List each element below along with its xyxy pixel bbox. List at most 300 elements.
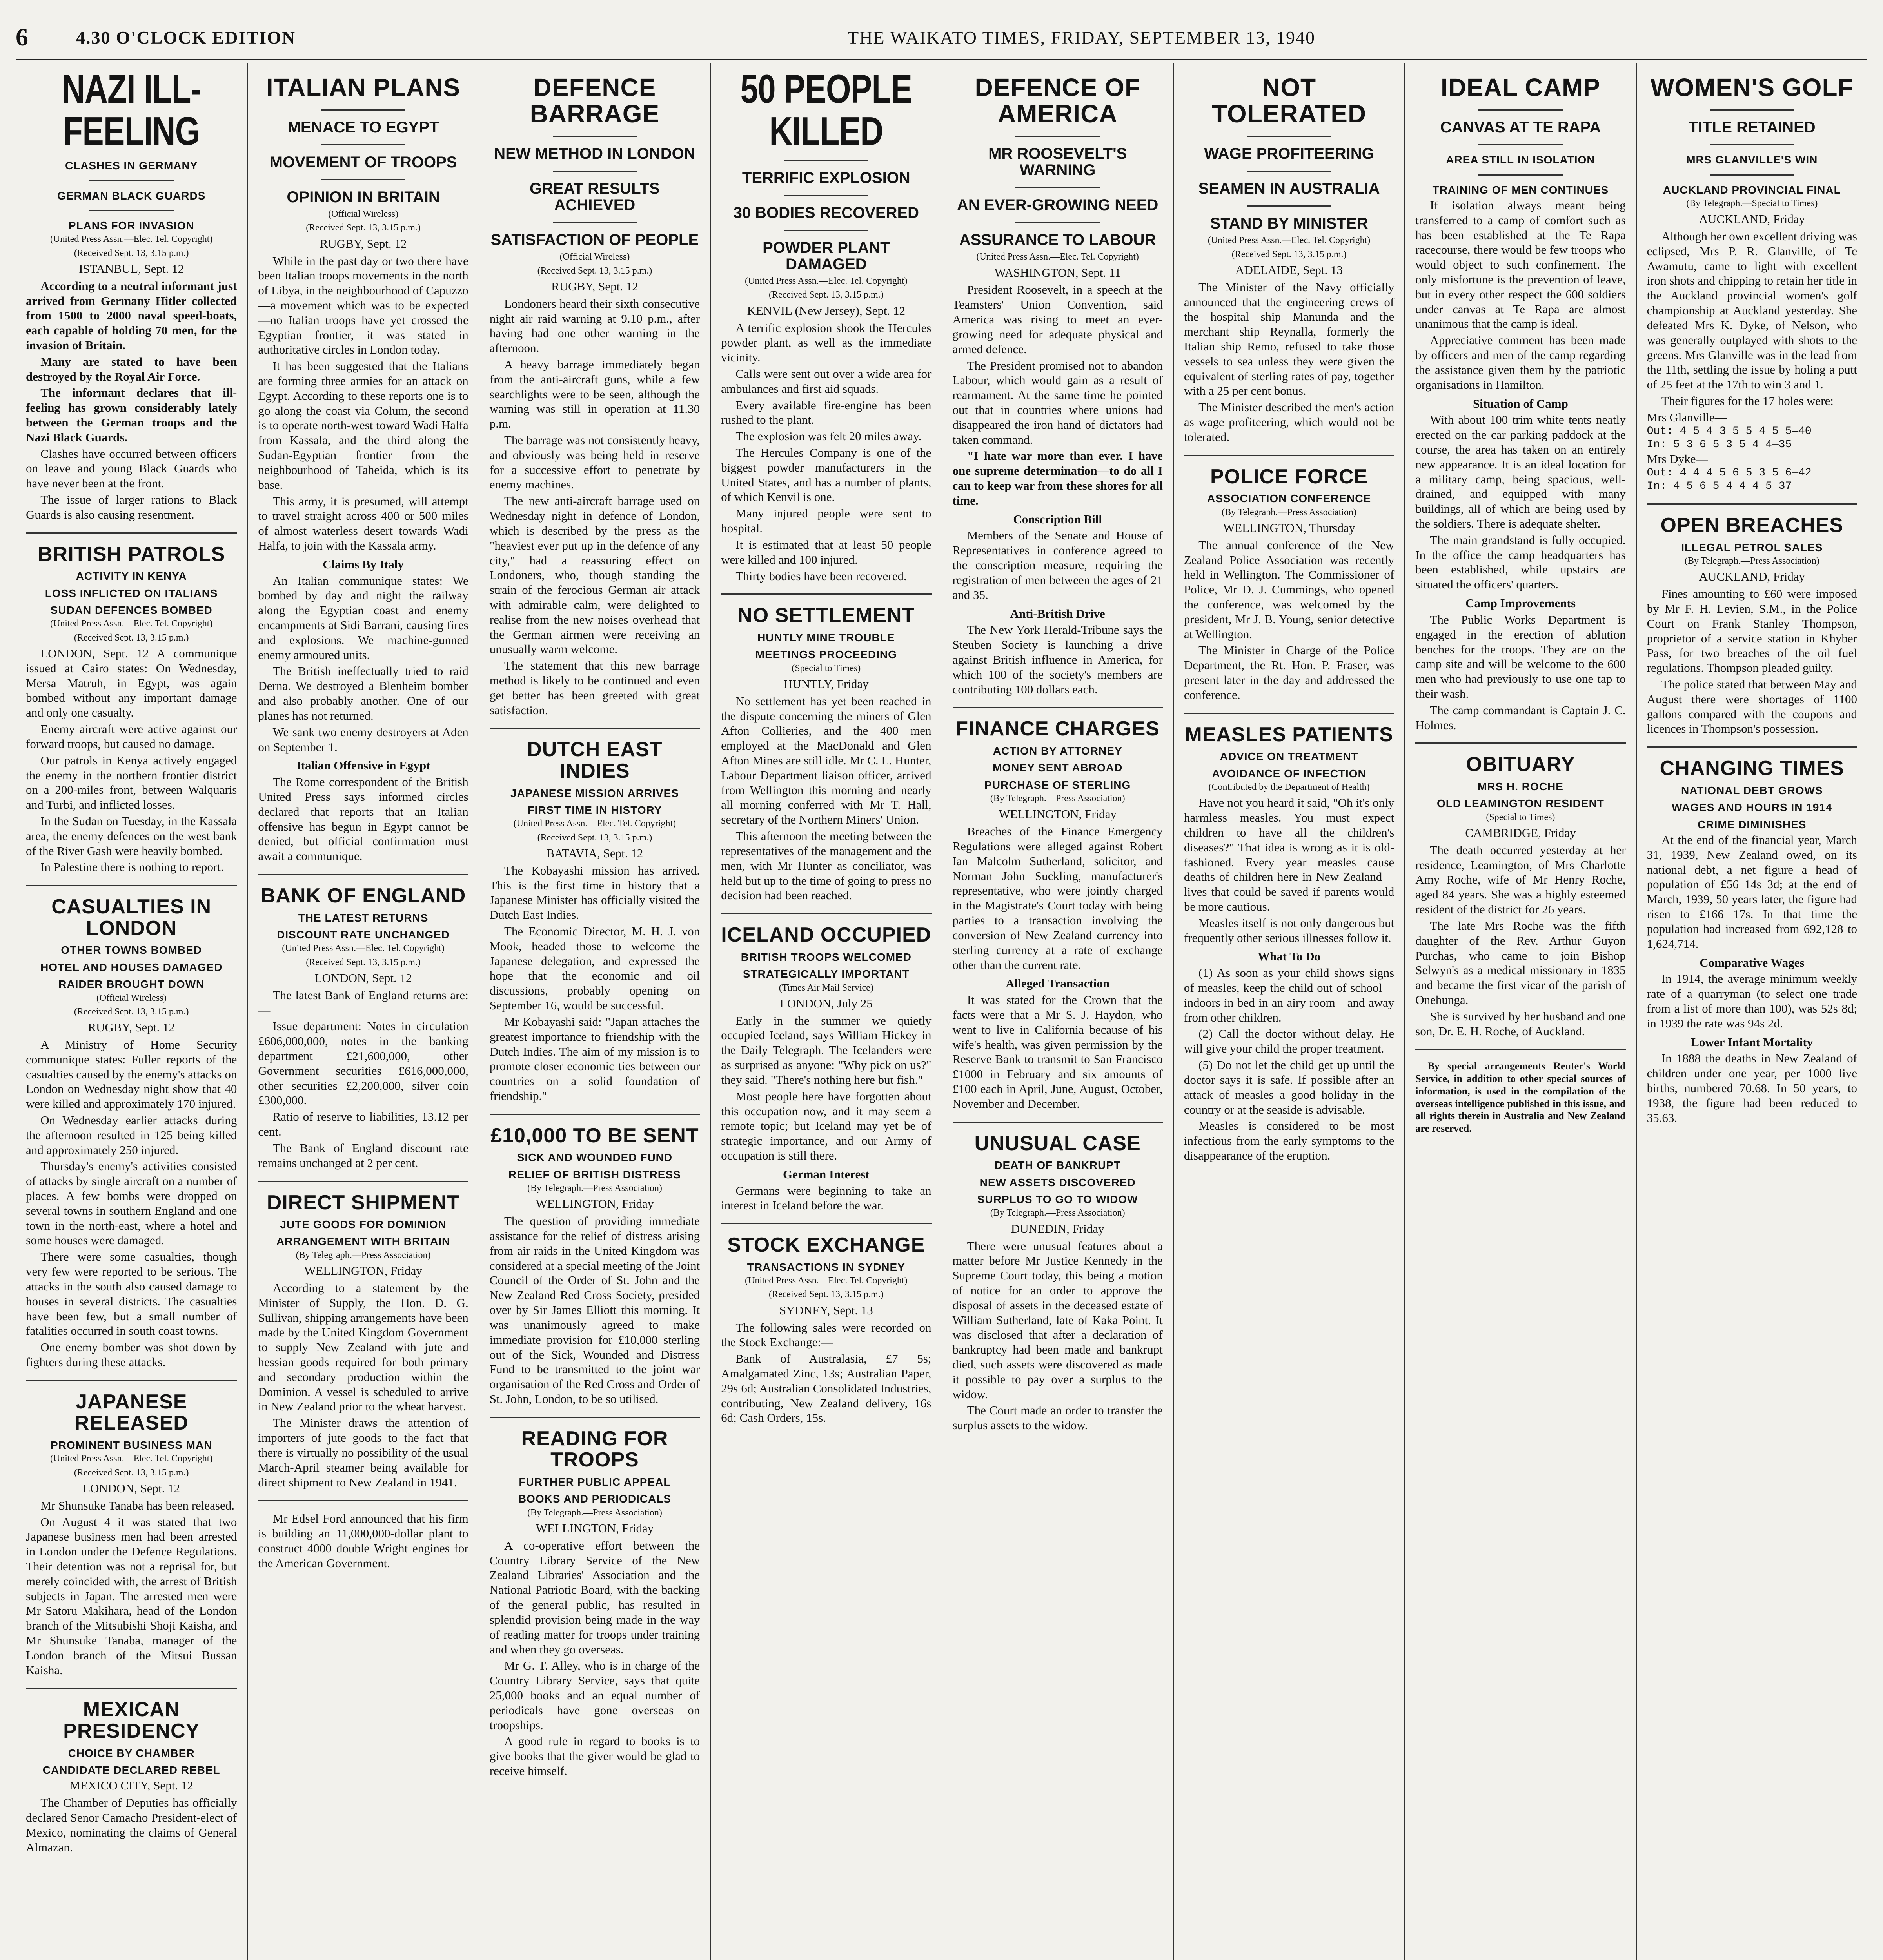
deck: GREAT RESULTS ACHIEVED bbox=[530, 180, 660, 214]
column-7 bbox=[1404, 63, 1636, 1960]
divider bbox=[490, 1417, 700, 1418]
article-paragraph: Many are stated to have been destroyed by the Royal Air Force. bbox=[26, 354, 237, 383]
article-paragraph: With about 100 trim white tents neatly erected on the car parking paddock at the course, the area has taken on an entirely new appearance. It is an ideal location for a military camp, being spacious, well-drained, and equipped with many buildings, all of which are being used by the soldiers. There is adequate shelter. bbox=[1415, 413, 1626, 531]
received-line: (Received Sept. 13, 3.15 p.m.) bbox=[74, 632, 189, 643]
divider bbox=[490, 1114, 700, 1115]
column-6 bbox=[1173, 63, 1404, 1960]
article-paragraph: Ratio of reserve to liabilities, 13.12 per cent. bbox=[258, 1110, 468, 1139]
dateline: WELLINGTON, Thursday bbox=[1223, 521, 1355, 535]
divider bbox=[1710, 144, 1794, 145]
article-paragraph: Clashes have occurred between officers on leave and young Black Guards who have never been at the front. bbox=[26, 446, 237, 490]
score-line: Out: 4 5 4 3 5 5 4 5 5—40 bbox=[1647, 425, 1812, 437]
dateline: AUCKLAND, Friday bbox=[1699, 212, 1805, 226]
headline-stock-exchange: STOCK EXCHANGE bbox=[727, 1234, 925, 1257]
headline-ideal-camp: IDEAL CAMP bbox=[1440, 73, 1600, 102]
credit-line: (United Press Assn.—Elec. Tel. Copyright) bbox=[50, 1454, 213, 1464]
headline-defence-barrage: DEFENCE BARRAGE bbox=[530, 73, 660, 128]
divider bbox=[1710, 109, 1794, 111]
score-line: Out: 4 4 4 5 6 5 3 5 6—42 bbox=[1647, 466, 1812, 479]
article-paragraph: The Chamber of Deputies has officially declared Senor Camacho President-elect of Mexico, nominating the claims of General Almazan. bbox=[26, 1796, 237, 1854]
score-line: In: 4 5 6 5 4 4 4 5—37 bbox=[1647, 480, 1792, 492]
credit-line: (By Telegraph.—Special to Times) bbox=[1686, 198, 1818, 209]
article-paragraph: Our patrols in Kenya actively engaged the enemy in the northern frontier district on a 200-miles front, between Walquaris and Turbi, and inflicted losses. bbox=[26, 753, 237, 812]
headline-mexican-presidency: MEXICAN PRESIDENCY bbox=[63, 1698, 200, 1743]
article-paragraph: An Italian communique states: We bombed by day and night the railway along the Egyptian coast and enemy encampments at Sidi Barrani, causing fires and explosions. We machine-gunned enemy armoured units. bbox=[258, 573, 468, 662]
deck: FIRST TIME IN HISTORY bbox=[527, 804, 662, 817]
deck: BOOKS AND PERIODICALS bbox=[518, 1493, 672, 1505]
credit-line: (United Press Assn.—Elec. Tel. Copyright) bbox=[745, 276, 908, 287]
subheading: Claims By Italy bbox=[323, 557, 404, 571]
deck: SURPLUS TO GO TO WIDOW bbox=[977, 1193, 1138, 1206]
divider bbox=[784, 230, 868, 231]
article-paragraph: President Roosevelt, in a speech at the Teamsters' Union Convention, said America was rising to meet an ever-growing need for adequate physical and armed defence. bbox=[952, 283, 1163, 356]
deck: RAIDER BROUGHT DOWN bbox=[58, 978, 205, 991]
divider bbox=[553, 171, 637, 172]
divider bbox=[953, 707, 1163, 708]
article-paragraph: The barrage was not consistently heavy, and obviously was being held in reserve for a successive effort to penetrate by enemy machines. bbox=[489, 433, 700, 492]
headline-finance-charges: FINANCE CHARGES bbox=[955, 717, 1160, 740]
divider bbox=[1015, 187, 1100, 188]
deck: OLD LEAMINGTON RESIDENT bbox=[1436, 797, 1604, 810]
credit-line: (Special to Times) bbox=[1486, 812, 1555, 822]
dateline: CAMBRIDGE, Friday bbox=[1465, 826, 1576, 840]
dateline: RUGBY, Sept. 12 bbox=[320, 236, 407, 250]
article-paragraph: Enemy aircraft were active against our forward troops, but caused no damage. bbox=[26, 722, 237, 751]
article-paragraph: She is survived by her husband and one son, Dr. E. H. Roche, of Auckland. bbox=[1415, 1009, 1626, 1038]
credit-line: (By Telegraph.—Press Association) bbox=[990, 1208, 1125, 1218]
divider bbox=[1015, 136, 1100, 137]
divider bbox=[1478, 144, 1563, 145]
divider bbox=[321, 179, 405, 180]
deck: TITLE RETAINED bbox=[1688, 119, 1816, 136]
deck: STAND BY MINISTER bbox=[1210, 215, 1368, 232]
score-name: Mrs Dyke— bbox=[1647, 452, 1708, 466]
deck: AVOIDANCE OF INFECTION bbox=[1212, 767, 1366, 780]
column-4 bbox=[710, 63, 941, 1960]
subheading: What To Do bbox=[1257, 949, 1321, 964]
deck: OPINION IN BRITAIN bbox=[287, 189, 440, 206]
deck: THE LATEST RETURNS bbox=[298, 911, 429, 924]
article-paragraph: Mr G. T. Alley, who is in charge of the Country Library Service, says that quite 25,000 books and an equal number of periodicals have gone overseas on troopships. bbox=[489, 1659, 700, 1732]
divider bbox=[721, 593, 931, 595]
dateline: WELLINGTON, Friday bbox=[304, 1264, 422, 1278]
article-paragraph: Londoners heard their sixth consecutive night air raid warning at 9.10 p.m., after having had one other warning in the afternoon. bbox=[489, 296, 700, 355]
credit-line: (By Telegraph.—Press Association) bbox=[990, 793, 1125, 804]
article-paragraph: On August 4 it was stated that two Japanese business men had been arrested in London under the Defence Regulations. Their detention was not a reprisal for, but merely coincided with, the arrest of British subjects in Japan. The arrested men were Mr Satoru Makihara, head of the London branch of the Mitsubishi Shoji Kaisha, and Mr Shunsuke Tanaba, manager of the London branch of the Mitsui Bussan Kaisha. bbox=[26, 1515, 237, 1677]
article-paragraph: Appreciative comment has been made by officers and men of the camp regarding the assistance given them by the patriotic organisations in Hamilton. bbox=[1415, 333, 1626, 392]
article-paragraph: The Kobayashi mission has arrived. This is the first time in history that a Japanese Minister has officially visited the Dutch East Indies. bbox=[489, 863, 700, 922]
divider bbox=[258, 874, 468, 875]
dateline: MEXICO CITY, Sept. 12 bbox=[69, 1779, 193, 1793]
headline-dutch-east-indies: DUTCH EAST INDIES bbox=[527, 738, 663, 783]
divider bbox=[26, 1688, 237, 1689]
headline-direct-shipment: DIRECT SHIPMENT bbox=[267, 1191, 460, 1214]
headline-womens-golf: WOMEN'S GOLF bbox=[1650, 73, 1854, 102]
article-paragraph: Thursday's enemy's activities consisted of attacks by single aircraft on a number of places. A few bombs were dropped on several towns in southern England and one town in the north-east, where a hotel and some houses were damaged. bbox=[26, 1159, 237, 1247]
headline-open-breaches: OPEN BREACHES bbox=[1660, 514, 1844, 537]
deck: MR ROOSEVELT'S WARNING bbox=[988, 145, 1127, 179]
credit-line: (United Press Assn.—Elec. Tel. Copyright) bbox=[513, 818, 676, 829]
deck: FURTHER PUBLIC APPEAL bbox=[519, 1475, 671, 1488]
deck: MONEY SENT ABROAD bbox=[993, 762, 1123, 774]
deck: CHOICE BY CHAMBER bbox=[68, 1747, 195, 1759]
dateline: DUNEDIN, Friday bbox=[1011, 1221, 1104, 1236]
subheading: Camp Improvements bbox=[1465, 596, 1576, 610]
divider bbox=[1247, 136, 1331, 137]
article-paragraph: Mr Edsel Ford announced that his firm is building an 11,000,000-dollar plant to construct 4000 double Wright engines for the American Government. bbox=[258, 1512, 468, 1570]
article-paragraph: Measles itself is not only dangerous but frequently other serious illnesses follow it. bbox=[1184, 916, 1395, 945]
article-paragraph: (5) Do not let the child get up until the doctor says it is safe. If possible after an attack of measles a good holiday in the country or at the seaside is advisable. bbox=[1184, 1058, 1395, 1116]
divider bbox=[258, 1500, 468, 1501]
subheading: German Interest bbox=[783, 1167, 870, 1181]
article-paragraph: The following sales were recorded on the Stock Exchange:— bbox=[721, 1320, 932, 1349]
divider bbox=[1478, 109, 1563, 111]
divider bbox=[258, 1181, 468, 1182]
divider bbox=[1710, 174, 1794, 176]
headline-nazi-ill-feeling: NAZI ILL-FEELING bbox=[62, 67, 201, 154]
deck: SEAMEN IN AUSTRALIA bbox=[1198, 180, 1380, 198]
divider bbox=[321, 144, 405, 145]
article-paragraph: If isolation always meant being transferred to a camp of comfort such as has been established at the Te Rapa racecourse, there would be few troops who would object to such confinement. The only misfortune is the prevention of leave, but in every other respect the 600 soldiers under canvas at Te Rapa are almost unanimous that the camp is ideal. bbox=[1415, 198, 1626, 331]
article-paragraph: One enemy bomber was shot down by fighters during these attacks. bbox=[26, 1340, 237, 1369]
headline-japanese-released: JAPANESE RELEASED bbox=[74, 1390, 189, 1435]
subheading: Alleged Transaction bbox=[1006, 976, 1110, 991]
article-paragraph: Every available fire-engine has been rushed to the plant. bbox=[721, 398, 932, 427]
divider bbox=[1184, 455, 1394, 456]
subheading: Situation of Camp bbox=[1473, 396, 1568, 410]
article-paragraph: Have not you heard it said, "Oh it's only harmless measles. You must expect children to have all the children's diseases?" That idea is wrong as it is old-fashioned. Every year measles cause deaths of children here in New Zealand—lives that could be saved if parents would be more cautious. bbox=[1184, 796, 1395, 913]
headline-not-tolerated: NOT TOLERATED bbox=[1211, 73, 1367, 128]
received-line: (Received Sept. 13, 3.15 p.m.) bbox=[537, 832, 652, 843]
deck: OTHER TOWNS BOMBED bbox=[61, 944, 202, 956]
article-paragraph: The main grandstand is fully occupied. In the office the camp headquarters has been established, while upstairs are situated the officers' quarters. bbox=[1415, 533, 1626, 592]
deck: STRATEGICALLY IMPORTANT bbox=[743, 968, 910, 980]
subheading: Italian Offensive in Egypt bbox=[296, 759, 430, 773]
dateline: RUGBY, Sept. 12 bbox=[551, 279, 638, 293]
article-paragraph: At the end of the financial year, March 31, 1939, New Zealand owed, on its national debt, a net figure a head of population of £56 14s 3d; at the end of March, 1939, 50 years later, the figure had risen to £166 17s. In that time the population had increased from 692,128 to 1,624,714. bbox=[1647, 833, 1857, 951]
article-paragraph: A terrific explosion shook the Hercules powder plant, as well as the immediate vicinity. bbox=[721, 321, 932, 365]
credit-line: (Official Wireless) bbox=[328, 209, 398, 220]
divider bbox=[1478, 174, 1563, 176]
article-paragraph: Early in the summer we quietly occupied Iceland, says William Hickey in the Daily Telegraph. The Icelanders were as surprised as anyone: "Why pick on us?" they said. "There's nothing here but fish." bbox=[721, 1013, 932, 1087]
deck: WAGES AND HOURS IN 1914 bbox=[1672, 801, 1832, 814]
credit-line: (United Press Assn.—Elec. Tel. Copyright) bbox=[50, 234, 213, 245]
article-paragraph: In 1914, the average minimum weekly rate of a quarryman (to select one trade from a list of more than 100), was 52s 8d; in 1939 the rate was 94s 2d. bbox=[1647, 972, 1857, 1030]
footnote: By special arrangements Reuter's World Service, in addition to other special sources of information, is used in the compilation of the overseas intelligence published in this issue, and all rights therein in Australia and New Zealand are reserved. bbox=[1415, 1060, 1626, 1134]
article-paragraph: This army, it is presumed, will attempt to travel straight across 400 or 500 miles of almost waterless desert towards Wadi Halfa, to join with the Kassala army. bbox=[258, 494, 468, 552]
subheading: Comparative Wages bbox=[1700, 955, 1805, 969]
credit-line: (Special to Times) bbox=[792, 663, 861, 673]
deck: ASSOCIATION CONFERENCE bbox=[1207, 492, 1371, 505]
received-line: (Received Sept. 13, 3.15 p.m.) bbox=[74, 1467, 189, 1478]
article-paragraph: Measles is considered to be most infectious from the early symptoms to the disappearance of the eruption. bbox=[1184, 1119, 1395, 1162]
column-8 bbox=[1636, 63, 1867, 1960]
credit-line: (By Telegraph.—Press Association) bbox=[527, 1507, 662, 1518]
deck: TRANSACTIONS IN SYDNEY bbox=[747, 1261, 905, 1273]
column-1 bbox=[16, 63, 247, 1960]
headline-ten-thousand-to-be-sent: £10,000 TO BE SENT bbox=[490, 1124, 699, 1147]
subheading: Anti-British Drive bbox=[1010, 606, 1105, 621]
dateline: SYDNEY, Sept. 13 bbox=[779, 1303, 873, 1317]
dateline: BATAVIA, Sept. 12 bbox=[546, 846, 643, 860]
article-paragraph: The Bank of England discount rate remains unchanged at 2 per cent. bbox=[258, 1141, 468, 1170]
dateline: WELLINGTON, Friday bbox=[536, 1521, 654, 1535]
received-line: (Received Sept. 13, 3.15 p.m.) bbox=[537, 265, 652, 276]
article-paragraph: Mr Kobayashi said: "Japan attaches the greatest importance to friendship with the Dutch Indies. The aim of my mission is to promote closer economic ties between our countries on a solid foundation of friendship." bbox=[489, 1014, 700, 1103]
article-paragraph: This afternoon the meeting between the representatives of the management and the men, with Mr Hunter as conciliator, was held but up to the time of going to press no decision had been reached. bbox=[721, 829, 932, 902]
headline-casualties-in-london: CASUALTIES IN LONDON bbox=[51, 895, 212, 940]
score-line: In: 5 3 6 5 3 5 4 4—35 bbox=[1647, 438, 1792, 451]
deck: CRIME DIMINISHES bbox=[1698, 818, 1807, 831]
headline-italian-plans: ITALIAN PLANS bbox=[266, 73, 461, 102]
article-paragraph: Although her own excellent driving was eclipsed, Mrs P. R. Glanville, of Te Awamutu, came to light with excellent iron shots and chipping to retain her title in the Auckland provincial women's golf championship at Auckland yesterday. She defeated Mrs K. Dyke, of Nelson, who was generally outplayed with shots to the greens. Mrs Glanville was in the lead from the 11th, settling the issue by holing a putt of 25 feet at the 17th to win 3 and 1. bbox=[1647, 229, 1857, 392]
divider bbox=[1415, 1049, 1625, 1050]
received-line: (Received Sept. 13, 3.15 p.m.) bbox=[74, 248, 189, 258]
article-paragraph: According to a statement by the Minister of Supply, the Hon. D. G. Sullivan, shipping arrangements have been made by the United Kingdom Government to supply New Zealand with jute and hessian goods required for both primary and secondary production within the Dominion. A vessel is scheduled to arrive in New Zealand prior to the wheat harvest. bbox=[258, 1281, 468, 1414]
divider bbox=[1184, 713, 1394, 714]
newspaper-dateline: THE WAIKATO TIMES, FRIDAY, SEPTEMBER 13, 1940 bbox=[848, 27, 1315, 47]
credit-line: (United Press Assn.—Elec. Tel. Copyright) bbox=[282, 943, 445, 954]
article-paragraph: A co-operative effort between the Country Library Service of the New Zealand Libraries' Association and the National Patriotic Board, with the backing of the general public, has resulted in splendid provision being made in the way of reading matter for troops under training and when they go overseas. bbox=[489, 1538, 700, 1656]
article-paragraph: On Wednesday earlier attacks during the afternoon resulted in 125 being killed and approximately 250 injured. bbox=[26, 1113, 237, 1157]
columns bbox=[16, 63, 1867, 1960]
article-paragraph: The latest Bank of England returns are:— bbox=[258, 988, 468, 1017]
divider bbox=[1647, 746, 1857, 748]
dateline: AUCKLAND, Friday bbox=[1699, 570, 1805, 584]
article-paragraph: It has been suggested that the Italians are forming three armies for an attack on Egypt. According to these reports one is to go along the coast via Colum, the second is to operate north-west toward Wadi Halfa from Kassala, and the third along the Sudan-Egyptian frontier from the neighbourhood of Taheida, which is its base. bbox=[258, 359, 468, 492]
dateline: RUGBY, Sept. 12 bbox=[88, 1020, 175, 1034]
article-paragraph: Thirty bodies have been recovered. bbox=[735, 569, 907, 583]
deck: GERMAN BLACK GUARDS bbox=[57, 189, 206, 202]
credit-line: (United Press Assn.—Elec. Tel. Copyright) bbox=[50, 619, 213, 629]
credit-line: (By Telegraph.—Press Association) bbox=[1222, 507, 1356, 517]
article-paragraph: The President promised not to abandon Labour, which would gain as a result of rearmament. At the same time he pointed out that in countries where unions had disappeared the iron hand of dictators had taken command. bbox=[952, 358, 1163, 446]
article-paragraph: The annual conference of the New Zealand Police Association was recently held in Wellington. The Commissioner of Police, Mr D. J. Cummings, who opened the conference, was welcomed by the president, Mr J. B. Young, senior detective at Wellington. bbox=[1184, 538, 1395, 641]
article-paragraph: The police stated that between May and August there were shortages of 1100 gallons compared with the coupons and licences in Thompson's possession. bbox=[1647, 677, 1857, 736]
credit-line: (United Press Assn.—Elec. Tel. Copyright) bbox=[976, 252, 1139, 262]
credit-line: (Contributed by the Department of Health) bbox=[1208, 782, 1370, 793]
deck: DEATH OF BANKRUPT bbox=[994, 1159, 1121, 1172]
received-line: (Received Sept. 13, 3.15 p.m.) bbox=[306, 223, 421, 233]
divider bbox=[89, 180, 174, 181]
article-paragraph: The statement that this new barrage method is likely to be continued and even get better has been greeted with great satisfaction. bbox=[489, 659, 700, 717]
article-paragraph: The Minister draws the attention of importers of jute goods to the fact that there is virtually no possibility of the usual March-April steamer being available for direct shipment to New Zealand in 1941. bbox=[258, 1416, 468, 1489]
article-paragraph: Fines amounting to £60 were imposed by Mr F. H. Levien, S.M., in the Police Court on Frank Stanley Thompson, proprietor of a service station in Khyber Pass, for two breaches of the oil fuel regulations. Thompson pleaded guilty. bbox=[1647, 587, 1857, 675]
divider bbox=[721, 913, 931, 914]
dateline: KENVIL (New Jersey), Sept. 12 bbox=[747, 303, 906, 318]
divider bbox=[1647, 503, 1857, 505]
article-paragraph: The New York Herald-Tribune says the Steuben Society is launching a drive against British influence in America, for which 100 of the society's members are contributing 100 dollars each. bbox=[952, 623, 1163, 696]
divider bbox=[1015, 222, 1100, 223]
article-paragraph: While in the past day or two there have been Italian troops movements in the north of Libya, in the neighbourhood of Capuzzo—a movement which was to be expected—no Italian troops have yet crossed the Egyptian frontier, it was stated in authoritative circles in London today. bbox=[258, 254, 468, 357]
deck: DISCOUNT RATE UNCHANGED bbox=[277, 929, 450, 941]
article-paragraph: The Minister of the Navy officially announced that the engineering crews of the hospital ship Manunda and the merchant ship Reynalla, formerly the Italian ship Remo, refused to take those vessels to sea unless they were given the equivalent of sterling rates of pay, together with a 25 per cent bonus. bbox=[1184, 280, 1395, 398]
headline-measles-patients: MEASLES PATIENTS bbox=[1185, 723, 1393, 746]
divider bbox=[721, 1223, 931, 1224]
divider bbox=[1247, 205, 1331, 207]
deck: BRITISH TROOPS WELCOMED bbox=[741, 951, 912, 963]
dateline: LONDON, July 25 bbox=[779, 996, 873, 1010]
deck: POWDER PLANT DAMAGED bbox=[763, 239, 890, 273]
article-paragraph: The question of providing immediate assistance for the relief of distress arising from air raids in the United Kingdom was considered at a special meeting of the Joint Council of the Order of St. John and the New Zealand Red Cross Society, presided over by Sir James Elliott this morning. It was unanimously agreed to make immediate provision for £10,000 sterling out of the Sick, Wounded and Distress Fund to be transmitted to the joint war organisation of the Red Cross and Order of St. John, London, to be so utilised. bbox=[489, 1214, 700, 1406]
article-paragraph: The issue of larger rations to Black Guards is also causing resentment. bbox=[26, 493, 237, 521]
deck: ARRANGEMENT WITH BRITAIN bbox=[276, 1235, 450, 1248]
article-paragraph: It was stated for the Crown that the facts were that a Mr S. J. Haydon, who went to live in California because of his wife's health, was given permission by the Reserve Bank to transmit to San Francisco £1000 in February and six amounts of £100 each in April, June, August, October, November and December. bbox=[952, 993, 1163, 1111]
deck: MENACE TO EGYPT bbox=[287, 119, 439, 136]
received-line: (Received Sept. 13, 3.15 p.m.) bbox=[769, 290, 884, 300]
article-paragraph: The late Mrs Roche was the fifth daughter of the Rev. Arthur Guyon Purchas, who came to join Bishop Selwyn's as a medical missionary in 1835 and became the first vicar of the parish of Onehunga. bbox=[1415, 918, 1626, 1007]
article-paragraph: The Court made an order to transfer the surplus assets to the widow. bbox=[952, 1403, 1163, 1432]
deck: SUDAN DEFENCES BOMBED bbox=[50, 604, 212, 617]
article-paragraph: Most people here have forgotten about this occupation now, and it may seem a remote topic; but Iceland may yet be of strategic importance, and our Army of occupation is still there. bbox=[721, 1089, 932, 1162]
article-paragraph: The Minister described the men's action as wage profiteering, which would not be tolerated. bbox=[1184, 400, 1395, 444]
article-paragraph: A heavy barrage immediately began from the anti-aircraft guns, while a few searchlights were to be seen, although the warning was still in operation at 11.30 p.m. bbox=[489, 357, 700, 431]
deck: CANDIDATE DECLARED REBEL bbox=[42, 1764, 220, 1777]
divider bbox=[784, 160, 868, 161]
headline-police-force: POLICE FORCE bbox=[1210, 465, 1368, 488]
received-line: (Received Sept. 13, 3.15 p.m.) bbox=[306, 957, 421, 967]
deck: MOVEMENT OF TROOPS bbox=[269, 154, 457, 171]
article-paragraph: Issue department: Notes in circulation £606,000,000, notes in the banking department £21,600,000, other Government securities £616,000,000, other securities £2,200,000, silver coin £300,000. bbox=[258, 1019, 468, 1107]
headline-iceland-occupied: ICELAND OCCUPIED bbox=[721, 924, 932, 947]
credit-line: (Official Wireless) bbox=[96, 993, 167, 1003]
deck: WAGE PROFITEERING bbox=[1204, 145, 1374, 163]
deck: PLANS FOR INVASION bbox=[68, 219, 194, 232]
score-name: Mrs Glanville— bbox=[1647, 410, 1727, 424]
article-paragraph: The Public Works Department is engaged in the erection of ablution benches for the troops. They are on the camp site and will be welcome to the 600 men who had previously to use one tap to their wash. bbox=[1415, 612, 1626, 701]
headline-no-settlement: NO SETTLEMENT bbox=[737, 604, 915, 627]
deck: AUCKLAND PROVINCIAL FINAL bbox=[1663, 183, 1841, 196]
received-line: (Received Sept. 13, 3.15 p.m.) bbox=[1231, 249, 1347, 260]
credit-line: (Official Wireless) bbox=[559, 252, 630, 262]
article-paragraph: (1) As soon as your child shows signs of measles, keep the child out of school—indoors in bed in an airy room—and away from other children. bbox=[1184, 966, 1395, 1024]
dateline: ISTANBUL, Sept. 12 bbox=[79, 261, 184, 276]
subheading: Lower Infant Mortality bbox=[1691, 1035, 1813, 1049]
article-paragraph: "I hate war more than ever. I have one supreme determination—to do all I can to keep war from these shores for all time. bbox=[952, 449, 1163, 507]
article-paragraph: The explosion was felt 20 miles away. bbox=[735, 429, 922, 443]
article-paragraph: Many injured people were sent to hospital. bbox=[721, 506, 932, 535]
deck: LOSS INFLICTED ON ITALIANS bbox=[45, 587, 218, 599]
page-number: 6 bbox=[16, 23, 29, 51]
credit-line: (By Telegraph.—Press Association) bbox=[296, 1250, 431, 1260]
article-paragraph: The death occurred yesterday at her residence, Leamington, of Mrs Charlotte Amy Roche, wife of Mr Henry Roche, aged 84 years. She was a highly esteemed resident of the district for 26 years. bbox=[1415, 843, 1626, 916]
headline-obituary: OBITUARY bbox=[1466, 753, 1575, 776]
received-line: (Received Sept. 13, 3.15 p.m.) bbox=[769, 1289, 884, 1300]
deck: 30 BODIES RECOVERED bbox=[733, 204, 919, 222]
article-paragraph: In 1888 the deaths in New Zealand of children under one year, per 1000 live births, numbered 70.68. In 50 years, to 1938, the figure had been reduced to 35.63. bbox=[1647, 1051, 1857, 1125]
deck: MEETINGS PROCEEDING bbox=[755, 648, 897, 661]
deck: TRAINING OF MEN CONTINUES bbox=[1432, 183, 1609, 196]
divider bbox=[1415, 742, 1625, 744]
headline-changing-times: CHANGING TIMES bbox=[1660, 757, 1845, 780]
article-paragraph: Calls were sent out over a wide area for ambulances and first aid squads. bbox=[721, 367, 932, 396]
deck: AN EVER-GROWING NEED bbox=[957, 196, 1158, 214]
divider bbox=[321, 109, 405, 111]
article-paragraph: LONDON, Sept. 12 A communique issued at Cairo states: On Wednesday, Mersa Matruh, in Egypt, was again bombed without any important damage and only one casualty. bbox=[26, 646, 237, 720]
dateline: WELLINGTON, Friday bbox=[536, 1197, 654, 1211]
deck: SICK AND WOUNDED FUND bbox=[517, 1151, 673, 1164]
credit-line: (Times Air Mail Service) bbox=[779, 982, 873, 993]
deck: ADVICE ON TREATMENT bbox=[1220, 750, 1358, 763]
dateline: WELLINGTON, Friday bbox=[999, 807, 1117, 821]
headline-defence-of-america: DEFENCE OF AMERICA bbox=[975, 73, 1140, 128]
article-paragraph: In Palestine there is nothing to report. bbox=[40, 860, 224, 874]
dateline: LONDON, Sept. 12 bbox=[83, 1481, 180, 1495]
article-paragraph: (2) Call the doctor without delay. He will give your child the proper treatment. bbox=[1184, 1027, 1395, 1056]
article-paragraph: The Economic Director, M. H. J. von Mook, headed those to welcome the Japanese delegation, and expressed the hope that the economic and oil discussions, probably opening on September 16, would be successful. bbox=[489, 924, 700, 1013]
article-paragraph: The Rome correspondent of the British United Press says informed circles declared that reports that an Italian offensive has begun in Egypt cannot be denied, but official confirmation must await a communique. bbox=[258, 775, 468, 863]
headline-reading-for-troops: READING FOR TROOPS bbox=[521, 1427, 668, 1472]
divider bbox=[553, 136, 637, 137]
subheading: Conscription Bill bbox=[1013, 512, 1102, 526]
article-paragraph: The Hercules Company is one of the biggest powder manufacturers in the United States, and has a number of plants, of which Kenvil is one. bbox=[721, 446, 932, 504]
deck: PURCHASE OF STERLING bbox=[984, 779, 1131, 791]
article-paragraph: Mr Shunsuke Tanaba has been released. bbox=[40, 1498, 235, 1512]
deck: HOTEL AND HOUSES DAMAGED bbox=[40, 961, 223, 973]
deck: JUTE GOODS FOR DOMINION bbox=[280, 1218, 447, 1231]
credit-line: (United Press Assn.—Elec. Tel. Copyright) bbox=[1208, 235, 1371, 246]
headline-fifty-people-killed: 50 PEOPLE KILLED bbox=[740, 67, 912, 154]
article-paragraph: A Ministry of Home Security communique states: Fuller reports of the casualties caused by the enemy's attacks on London on Wednesday night show that 40 were killed and approximately 170 injured. bbox=[26, 1037, 237, 1111]
divider bbox=[26, 532, 237, 534]
article-paragraph: Breaches of the Finance Emergency Regulations were alleged against Robert Ian Malcolm Sutherland, solicitor, and Norman John Suckling, manufacturer's representative, who were jointly charged in the Magistrate's Court today with being parties to a transaction involving the conversion of New Zealand currency into sterling currency at a rate of exchange other than the current rate. bbox=[952, 824, 1163, 972]
deck: ACTIVITY IN KENYA bbox=[76, 570, 187, 583]
deck: CANVAS AT TE RAPA bbox=[1440, 119, 1601, 136]
deck: CLASHES IN GERMANY bbox=[65, 160, 198, 172]
deck: ASSURANCE TO LABOUR bbox=[959, 231, 1156, 249]
deck: AREA STILL IN ISOLATION bbox=[1446, 154, 1595, 166]
divider bbox=[26, 885, 237, 886]
article-paragraph: The Minister in Charge of the Police Department, the Rt. Hon. P. Fraser, was present later in the day and addressed the conference. bbox=[1184, 643, 1395, 702]
article-paragraph: The British ineffectually tried to raid Derna. We destroyed a Blenheim bomber and also probably another. One of our planes has not returned. bbox=[258, 664, 468, 722]
article-paragraph: The new anti-aircraft barrage used on Wednesday night in defence of London, which is described by the press as the "heaviest ever put up in the defence of any city," had a reassuring effect on Londoners, who, though standing the strain of the ferocious German air attack with admirable calm, were delighted to realise from the new noises overhead that the German airmen were receiving an unusually warm welcome. bbox=[489, 494, 700, 656]
article-paragraph: There were some casualties, though very few were reported to be serious. The attacks in the south also caused damage to houses in several districts. The casualties have been few, but a small number of fatalities occurred in south coast towns. bbox=[26, 1250, 237, 1338]
dateline: HUNTLY, Friday bbox=[783, 677, 869, 691]
headline-british-patrols: BRITISH PATROLS bbox=[38, 543, 225, 566]
article-paragraph: Members of the Senate and House of Representatives in conference agreed to the conscription measure, requiring the registration of men between the ages of 21 and 35. bbox=[952, 528, 1163, 602]
credit-line: (By Telegraph.—Press Association) bbox=[527, 1183, 662, 1194]
dateline: ADELAIDE, Sept. 13 bbox=[1235, 263, 1343, 277]
deck: SATISFACTION OF PEOPLE bbox=[490, 231, 699, 249]
article-paragraph: Germans were beginning to take an interest in Iceland before the war. bbox=[721, 1183, 932, 1212]
divider bbox=[1247, 171, 1331, 172]
column-3 bbox=[479, 63, 710, 1960]
headline-unusual-case: UNUSUAL CASE bbox=[974, 1132, 1141, 1155]
divider bbox=[953, 1122, 1163, 1123]
deck: NEW METHOD IN LONDON bbox=[494, 145, 695, 163]
article-paragraph: Their figures for the 17 holes were: bbox=[1661, 394, 1834, 408]
credit-line: (By Telegraph.—Press Association) bbox=[1684, 556, 1819, 566]
article-paragraph: The camp commandant is Captain J. C. Holmes. bbox=[1415, 703, 1626, 732]
article-paragraph: There were unusual features about a matter before Mr Justice Kennedy in the Supreme Court today, this being a motion of notice for an order to approve the disposal of assets in the deceased estate of William Sutherland, late of Kaka Point. It was disclosed that after a declaration of bankruptcy had been made and bankrupt died, such assets were discovered as made it possible to pay over a surplus to the widow. bbox=[952, 1239, 1163, 1401]
edition-label: 4.30 O'CLOCK EDITION bbox=[76, 27, 296, 47]
dateline: LONDON, Sept. 12 bbox=[314, 971, 412, 985]
article-paragraph: In the Sudan on Tuesday, in the Kassala area, the enemy defences on the west bank of the River Gash were heavily bombed. bbox=[26, 814, 237, 858]
deck: TERRIFIC EXPLOSION bbox=[742, 169, 910, 187]
article-paragraph: According to a neutral informant just arrived from Germany Hitler collected from 1500 to 2000 naval speed-boats, each capable of holding 70 men, for the invasion of Britain. bbox=[26, 279, 237, 352]
article-paragraph: The informant declares that ill-feeling has grown considerably lately between the German troops and the Nazi Black Guards. bbox=[26, 386, 237, 444]
deck: NEW ASSETS DISCOVERED bbox=[979, 1176, 1136, 1189]
received-line: (Received Sept. 13, 3.15 p.m.) bbox=[74, 1006, 189, 1017]
article-paragraph: No settlement has yet been reached in the dispute concerning the miners of Glen Afton Collieries, and the 400 men employed at the MacDonald and Glen Afton Mines are still idle. Mr C. L. Hunter, Labour Department liaison officer, arrived from Wellington this morning and nearly all morning conferred with Mr T. Hall, secretary of the Northern Miners' Union. bbox=[721, 694, 932, 827]
column-5 bbox=[942, 63, 1173, 1960]
column-2 bbox=[247, 63, 478, 1960]
masthead bbox=[16, 16, 1867, 60]
deck: MRS H. ROCHE bbox=[1477, 780, 1563, 793]
deck: JAPANESE MISSION ARRIVES bbox=[510, 787, 679, 799]
deck: HUNTLY MINE TROUBLE bbox=[757, 631, 895, 644]
headline-bank-of-england: BANK OF ENGLAND bbox=[260, 884, 466, 907]
